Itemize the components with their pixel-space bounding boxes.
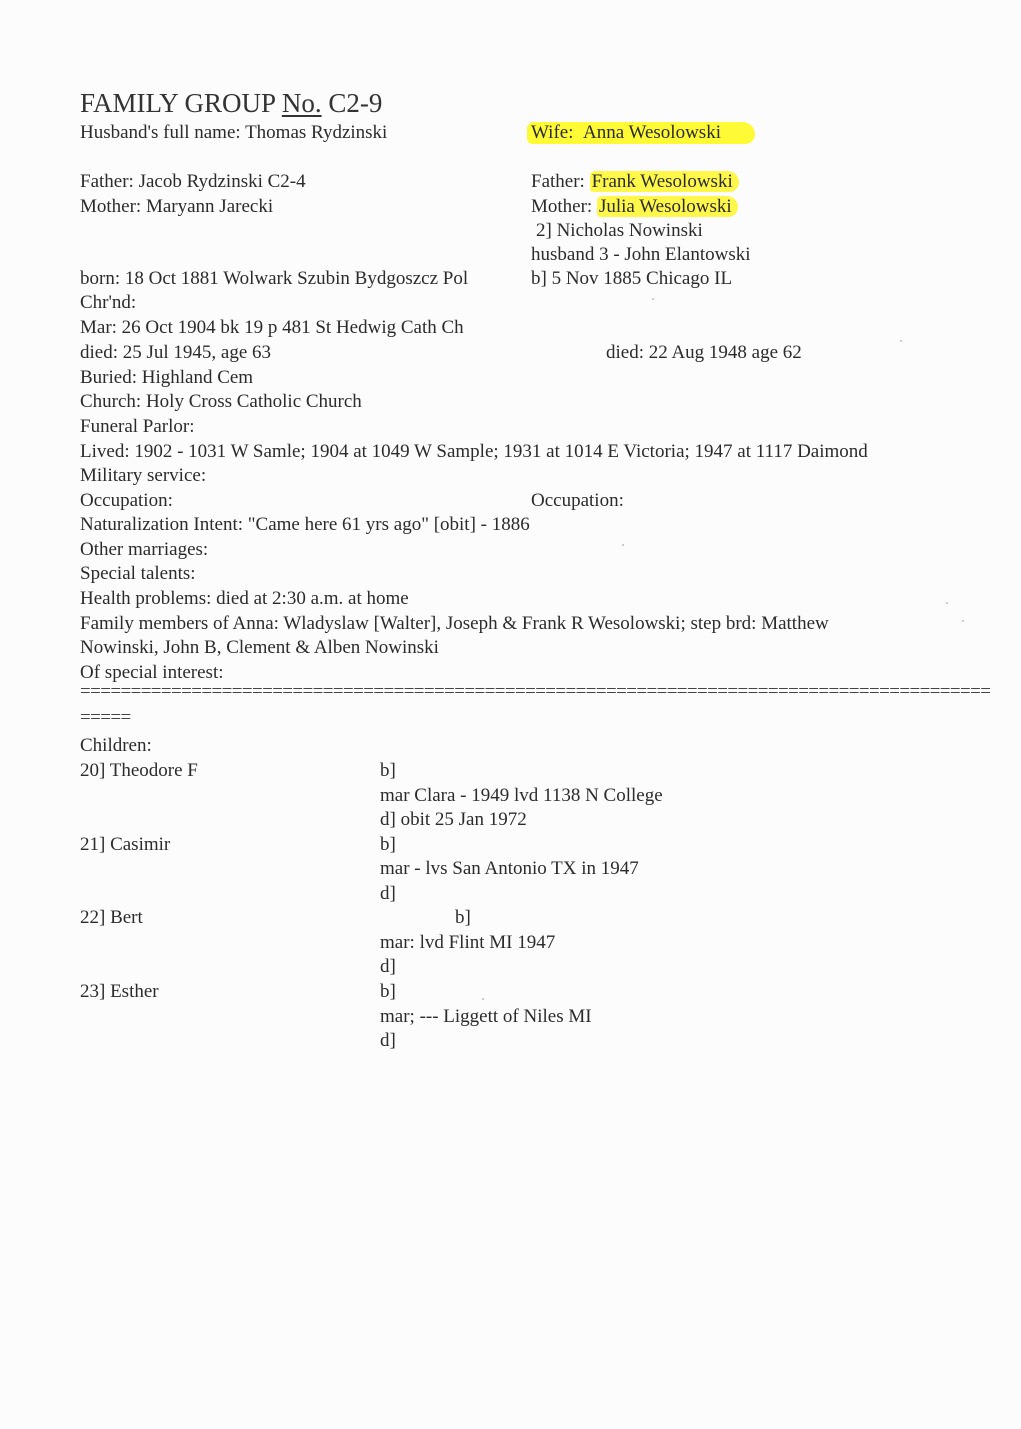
- child-born: b]: [455, 907, 471, 928]
- child-died: d] obit 25 Jan 1972: [380, 809, 527, 830]
- title-prefix: FAMILY GROUP: [80, 88, 282, 118]
- child-name: 22] Bert: [80, 907, 143, 928]
- wife-father-line: [531, 171, 739, 193]
- child-died: d]: [380, 883, 396, 904]
- child-name: 23] Esther: [80, 981, 159, 1002]
- child-born: b]: [380, 834, 396, 855]
- scan-speck: [652, 298, 654, 300]
- wife-second-husband: 2] Nicholas Nowinski: [536, 220, 703, 241]
- wife-name-line: [531, 122, 755, 144]
- husband-military: Military service:: [80, 465, 207, 486]
- husband-church: Church: Holy Cross Catholic Church: [80, 391, 362, 412]
- husband-special-talents: Special talents:: [80, 563, 196, 584]
- child-born: b]: [380, 981, 396, 1002]
- scan-speck: [962, 620, 964, 622]
- family-members-line-2: Nowinski, John B, Clement & Alben Nowinski: [80, 637, 439, 658]
- wife-mother: Julia Wesolowski: [597, 196, 738, 217]
- child-name: 21] Casimir: [80, 834, 171, 855]
- child-died: d]: [380, 1030, 396, 1051]
- husband-health: Health problems: died at 2:30 a.m. at home: [80, 588, 409, 609]
- wife-born: b] 5 Nov 1885 Chicago IL: [531, 268, 733, 289]
- wife-label: Wife:: [531, 122, 574, 143]
- title-no: No.: [281, 88, 322, 118]
- separator-line: ==========================================================================================: [80, 681, 991, 702]
- child-married: mar; --- Liggett of Niles MI: [380, 1006, 592, 1027]
- scan-speck: [946, 602, 948, 604]
- husband-mother: Mother: Maryann Jarecki: [80, 196, 274, 217]
- husband-lived: Lived: 1902 - 1031 W Samle; 1904 at 1049 W Sample; 1931 at 1014 E Victoria; 1947 at 1117 Daimond: [80, 441, 868, 462]
- special-interest: Of special interest:: [80, 662, 224, 683]
- scan-speck: [900, 340, 902, 342]
- separator-line-tail: =====: [80, 707, 131, 728]
- husband-christened: Chr'nd:: [80, 292, 137, 313]
- husband-father: Father: Jacob Rydzinski C2-4: [80, 171, 306, 192]
- husband-occupation: Occupation:: [80, 490, 173, 511]
- child-born: b]: [380, 760, 396, 781]
- wife-occupation: Occupation:: [531, 490, 624, 511]
- husband-born: born: 18 Oct 1881 Wolwark Szubin Bydgoszcz Pol: [80, 268, 469, 289]
- child-name: 20] Theodore F: [80, 760, 198, 781]
- page-title: [80, 88, 382, 118]
- husband-funeral-parlor: Funeral Parlor:: [80, 416, 195, 437]
- wife-father-label: Father:: [531, 171, 590, 192]
- child-married: mar: lvd Flint MI 1947: [380, 932, 556, 953]
- husband-full-name: Husband's full name: Thomas Rydzinski: [80, 122, 388, 143]
- wife-third-husband: husband 3 - John Elantowski: [531, 244, 751, 265]
- family-members-line-1: Family members of Anna: Wladyslaw [Walter], Joseph & Frank R Wesolowski; step brd: Matthew: [80, 613, 829, 634]
- wife-mother-label: Mother:: [531, 196, 597, 217]
- wife-father: Frank Wesolowski: [590, 171, 739, 192]
- husband-married: Mar: 26 Oct 1904 bk 19 p 481 St Hedwig Cath Ch: [80, 317, 464, 338]
- husband-buried: Buried: Highland Cem: [80, 367, 254, 388]
- wife-died: died: 22 Aug 1948 age 62: [606, 342, 802, 363]
- wife-mother-line: [531, 196, 738, 218]
- child-married: mar - lvs San Antonio TX in 1947: [380, 858, 639, 879]
- scan-speck: [482, 998, 484, 1000]
- husband-naturalization: Naturalization Intent: "Came here 61 yrs ago" [obit] - 1886: [80, 514, 530, 535]
- children-label: Children:: [80, 735, 152, 756]
- husband-died: died: 25 Jul 1945, age 63: [80, 342, 272, 363]
- husband-other-marriages: Other marriages:: [80, 539, 209, 560]
- scan-speck: [622, 544, 624, 546]
- child-married: mar Clara - 1949 lvd 1138 N College: [380, 785, 663, 806]
- wife-name: Anna Wesolowski: [583, 122, 721, 143]
- wife-highlight: [527, 122, 755, 144]
- child-died: d]: [380, 956, 396, 977]
- title-number: C2-9: [321, 88, 383, 118]
